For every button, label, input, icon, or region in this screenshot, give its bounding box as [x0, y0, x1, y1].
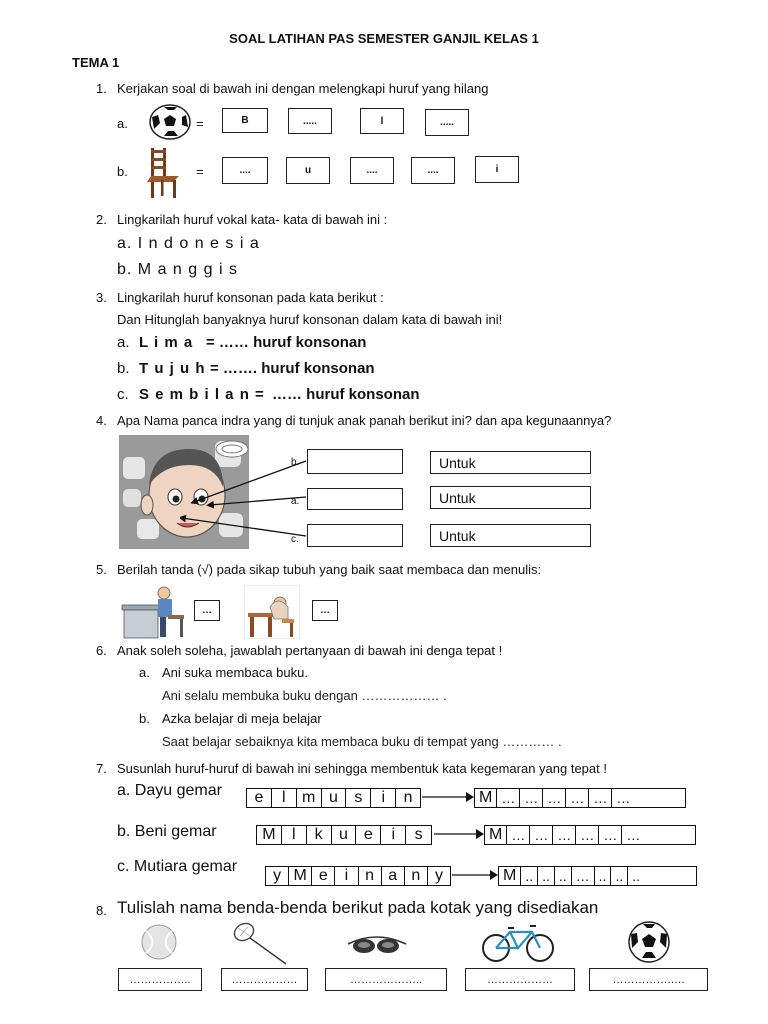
letter-cell: n [359, 867, 382, 885]
q6a-question: Ani selalu membuka buku dengan ……………… . [162, 688, 447, 703]
q1-text: Kerjakan soal di bawah ini dengan melengkapi huruf yang hilang [117, 81, 489, 96]
q4-untuk-box-b[interactable]: Untuk [430, 451, 591, 474]
q1a-label: a. [117, 116, 128, 131]
letter-cell: s [414, 826, 423, 843]
q2-option-b: b. M a n g g i s [117, 261, 238, 278]
q2-number: 2. [96, 212, 107, 227]
q1b-box-3[interactable]: .... [350, 157, 394, 184]
q6a-label: a. [139, 665, 150, 680]
q7a-label: a. Dayu gemar [117, 782, 222, 799]
soccer-ball-icon [624, 920, 674, 964]
q8-text: Tulislah nama benda-benda berikut pada kotak yang disediakan [117, 898, 599, 917]
letter-cell: s [346, 789, 371, 807]
q4-label-a: a. [291, 496, 300, 507]
q7b-label: b. Beni gemar [117, 823, 217, 840]
q8-number: 8. [96, 903, 107, 918]
q7c-answer[interactable] [498, 866, 697, 886]
q4-label-c: c. [291, 534, 299, 545]
q6b-label: b. [139, 711, 150, 726]
q3a-word: L i m a [139, 334, 194, 351]
arrow-right-icon [452, 868, 498, 882]
q7c-label: c. Mutiara gemar [117, 858, 238, 875]
answer-cell[interactable]: … [599, 826, 622, 844]
letter-cell: e [247, 789, 272, 807]
answer-cell[interactable]: … [589, 789, 612, 807]
q3b-label: b. [117, 360, 130, 377]
answer-cell[interactable]: .. [555, 867, 572, 885]
q4-untuk-box-a[interactable]: Untuk [430, 486, 591, 509]
q4-answer-box-a[interactable] [307, 488, 403, 510]
answer-cell[interactable]: .. [521, 867, 538, 885]
q8-answer-box-5[interactable]: …………….…. [589, 968, 708, 991]
q2-option-a: a. I n d o n e s i a [117, 235, 260, 252]
q3b-word: T u j u h [139, 360, 206, 377]
answer-cell[interactable]: … [497, 789, 520, 807]
badminton-racket-icon [230, 920, 290, 968]
swim-goggles-icon [346, 930, 408, 958]
q1a-box-2[interactable]: ..... [288, 108, 332, 134]
letter-cell: l [272, 789, 297, 807]
chair-icon [143, 146, 183, 202]
student-desk-icon [120, 585, 186, 639]
q8-answer-box-2[interactable]: ……………… [221, 968, 308, 991]
q8-answer-box-1[interactable]: …………….. [118, 968, 202, 991]
q6-text: Anak soleh soleha, jawablah pertanyaan di bawah ini denga tepat ! [117, 643, 503, 658]
bicycle-icon [480, 920, 556, 964]
q6b-text: Azka belajar di meja belajar [162, 711, 322, 726]
q4-label-b: b. [291, 457, 300, 468]
q5-box-1[interactable]: … [194, 600, 220, 621]
q6-number: 6. [96, 643, 107, 658]
q1a-box-3[interactable]: l [360, 108, 404, 134]
letter-cell: M [289, 867, 312, 885]
letter-cell: l [282, 826, 307, 844]
q1b-equals: = [196, 164, 204, 179]
q7a-answer[interactable] [474, 788, 686, 808]
q1b-box-2[interactable]: u [286, 157, 330, 184]
q3-text-2: Dan Hitunglah banyaknya huruf konsonan dalam kata di bawah ini! [117, 312, 503, 327]
letter-cell: M [257, 826, 282, 844]
arrow-right-icon [434, 827, 484, 841]
answer-cell[interactable]: … [553, 826, 576, 844]
answer-cell[interactable]: .. [595, 867, 612, 885]
q7-number: 7. [96, 761, 107, 776]
tema-heading: TEMA 1 [72, 55, 120, 70]
q2-text: Lingkarilah huruf vokal kata- kata di bawah ini : [117, 212, 388, 227]
answer-cell[interactable]: … [530, 826, 553, 844]
q5-number: 5. [96, 562, 107, 577]
q1a-equals: = [196, 116, 204, 131]
q7b-answer[interactable] [484, 825, 696, 845]
letter-cell: y [266, 867, 289, 885]
answer-cell[interactable]: M [499, 867, 521, 885]
q4-number: 4. [96, 413, 107, 428]
letter-cell: n [403, 789, 413, 806]
letter-cell: y [434, 867, 443, 884]
letter-cell: e [312, 867, 335, 885]
q3c-answer: …… huruf konsonan [272, 386, 420, 403]
answer-cell[interactable]: … [507, 826, 530, 844]
q5-text: Berilah tanda (√) pada sikap tubuh yang baik saat membaca dan menulis: [117, 562, 542, 577]
answer-cell[interactable]: … [576, 826, 599, 844]
q4-answer-box-c[interactable] [307, 524, 403, 547]
letter-cell: a [382, 867, 405, 885]
letter-cell: n [405, 867, 428, 885]
q1a-box-4[interactable]: ..... [425, 109, 469, 136]
q7c-letters [265, 866, 451, 886]
answer-cell[interactable]: … [616, 790, 631, 806]
answer-cell[interactable]: … [572, 867, 595, 885]
answer-cell[interactable]: .. [632, 868, 641, 884]
answer-cell[interactable]: … [566, 789, 589, 807]
answer-cell[interactable]: M [475, 789, 497, 807]
q4-text: Apa Nama panca indra yang di tunjuk anak panah berikut ini? dan apa kegunaannya? [117, 413, 612, 428]
q7b-letters [256, 825, 432, 845]
answer-cell[interactable]: .. [538, 867, 555, 885]
q7a-letters [246, 788, 421, 808]
arrow-right-icon [422, 790, 474, 804]
q7-text: Susunlah huruf-huruf di bawah ini sehingga membentuk kata kegemaran yang tepat ! [117, 761, 607, 776]
q3b-answer: = ……. huruf konsonan [210, 360, 375, 377]
q3a-answer: = …… huruf konsonan [206, 334, 367, 351]
q1a-box-1[interactable]: B [222, 108, 268, 133]
q4-untuk-box-c[interactable]: Untuk [430, 524, 591, 547]
letter-cell: k [307, 826, 332, 844]
q1b-box-1[interactable]: .... [222, 157, 268, 184]
student-desk-bad-icon [244, 585, 300, 639]
q5-box-2[interactable]: … [312, 600, 338, 621]
q8-answer-box-3[interactable]: ……………….. [325, 968, 447, 991]
letter-cell: i [371, 789, 396, 807]
q8-answer-box-4[interactable]: ……………… [465, 968, 575, 991]
answer-cell[interactable]: … [543, 789, 566, 807]
q4-answer-box-b[interactable] [307, 449, 403, 474]
soccer-ball-icon [146, 103, 194, 141]
q3-number: 3. [96, 290, 107, 305]
q6a-text: Ani suka membaca buku. [162, 665, 308, 680]
page-title: SOAL LATIHAN PAS SEMESTER GANJIL KELAS 1 [229, 31, 539, 46]
q3-text-1: Lingkarilah huruf konsonan pada kata berikut : [117, 290, 384, 305]
letter-cell: u [332, 826, 357, 844]
letter-cell: e [356, 826, 381, 844]
answer-cell[interactable]: … [520, 789, 543, 807]
q3c-word: S e m b i l a n = [139, 386, 265, 403]
letter-cell: m [297, 789, 322, 807]
answer-cell[interactable]: M [485, 826, 507, 844]
q1b-box-4[interactable]: .... [411, 157, 455, 184]
q1b-box-5[interactable]: i [475, 156, 519, 183]
q1-number: 1. [96, 81, 107, 96]
q3a-label: a. [117, 334, 130, 351]
letter-cell: i [335, 867, 358, 885]
answer-cell[interactable]: … [626, 827, 641, 843]
answer-cell[interactable]: .. [611, 867, 628, 885]
q6b-question: Saat belajar sebaiknya kita membaca buku di tempat yang ………… . [162, 734, 562, 749]
tennis-ball-icon [138, 923, 180, 961]
letter-cell: u [322, 789, 347, 807]
q1b-label: b. [117, 164, 128, 179]
letter-cell: i [381, 826, 406, 844]
q3c-label: c. [117, 386, 129, 403]
